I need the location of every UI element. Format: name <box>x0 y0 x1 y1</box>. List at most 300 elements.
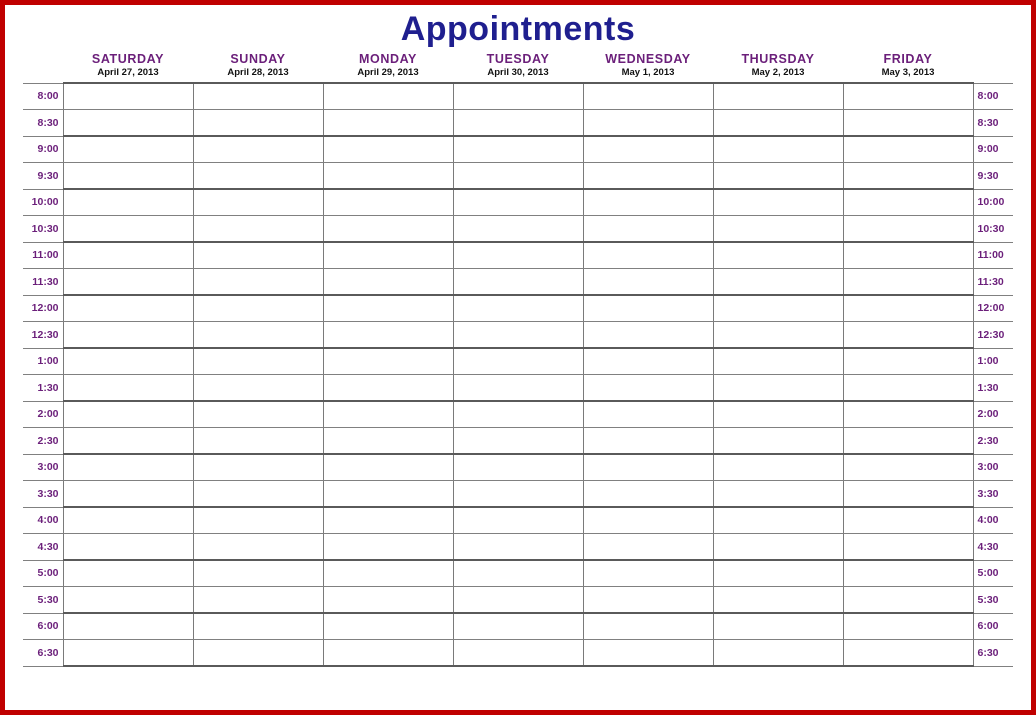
appointment-slot-1-5[interactable] <box>193 216 323 243</box>
appointment-slot-3-4[interactable] <box>453 189 583 216</box>
time-label-right-8: 12:00 <box>973 295 1013 322</box>
time-label-right-7: 11:30 <box>973 269 1013 296</box>
appointment-slot-3-12[interactable] <box>453 401 583 428</box>
appointment-slot-text <box>454 375 583 400</box>
appointment-slot-1-4[interactable] <box>193 189 323 216</box>
appointment-slot-2-15[interactable] <box>323 481 453 508</box>
appointment-slot-6-18[interactable] <box>843 560 973 587</box>
time-label-left-7: 11:30 <box>23 269 63 296</box>
appointment-slot-2-16[interactable] <box>323 507 453 534</box>
appointment-slot-1-3[interactable] <box>193 163 323 190</box>
appointment-slot-1-1[interactable] <box>193 110 323 137</box>
appointment-slot-4-5[interactable] <box>583 216 713 243</box>
appointment-slot-0-1[interactable] <box>63 110 193 137</box>
appointment-slot-6-9[interactable] <box>843 322 973 349</box>
appointment-slot-0-14[interactable] <box>63 454 193 481</box>
appointment-slot-text <box>584 163 713 188</box>
appointment-slot-6-19[interactable] <box>843 587 973 614</box>
appointment-slot-5-15[interactable] <box>713 481 843 508</box>
table-row <box>23 216 1013 243</box>
table-row <box>23 110 1013 137</box>
appointment-slot-6-10[interactable] <box>843 348 973 375</box>
appointment-slot-text <box>324 322 453 347</box>
appointment-slot-text <box>714 640 843 665</box>
table-row <box>23 560 1013 587</box>
appointment-slot-6-8[interactable] <box>843 295 973 322</box>
appointment-slot-text <box>324 534 453 559</box>
appointment-slot-5-3[interactable] <box>713 163 843 190</box>
appointment-slot-2-5[interactable] <box>323 216 453 243</box>
appointment-slot-0-18[interactable] <box>63 560 193 587</box>
appointment-slot-0-0[interactable] <box>63 83 193 110</box>
appointment-slot-text <box>584 137 713 162</box>
appointment-slot-4-18[interactable] <box>583 560 713 587</box>
appointment-slot-0-19[interactable] <box>63 587 193 614</box>
appointment-slot-text <box>64 534 193 559</box>
appointment-slot-0-4[interactable] <box>63 189 193 216</box>
appointment-slot-3-1[interactable] <box>453 110 583 137</box>
appointment-slot-1-11[interactable] <box>193 375 323 402</box>
appointment-slot-text <box>714 137 843 162</box>
appointment-slot-text <box>844 428 973 453</box>
time-label-right-10: 1:00 <box>973 348 1013 375</box>
appointment-slot-5-14[interactable] <box>713 454 843 481</box>
appointments-table <box>23 52 1013 667</box>
appointment-slot-text <box>584 190 713 215</box>
appointment-slot-2-14[interactable] <box>323 454 453 481</box>
time-label-left-1: 8:30 <box>23 110 63 137</box>
day-header-2 <box>323 52 453 83</box>
appointment-slot-6-7[interactable] <box>843 269 973 296</box>
appointment-slot-4-15[interactable] <box>583 481 713 508</box>
appointment-slot-6-11[interactable] <box>843 375 973 402</box>
appointment-slot-text <box>194 163 323 188</box>
appointment-slot-text <box>454 296 583 321</box>
appointment-slot-4-7[interactable] <box>583 269 713 296</box>
appointment-slot-text <box>844 481 973 506</box>
appointment-slot-3-3[interactable] <box>453 163 583 190</box>
appointment-slot-1-15[interactable] <box>193 481 323 508</box>
appointment-slot-4-10[interactable] <box>583 348 713 375</box>
appointment-slot-6-0[interactable] <box>843 83 973 110</box>
appointment-slot-text <box>64 322 193 347</box>
time-label-right-20: 6:00 <box>973 613 1013 640</box>
appointment-slot-2-21[interactable] <box>323 640 453 667</box>
appointment-slot-3-19[interactable] <box>453 587 583 614</box>
appointment-slot-4-4[interactable] <box>583 189 713 216</box>
appointment-slot-text <box>324 216 453 241</box>
day-date-5: May 2, 2013 <box>751 66 805 78</box>
appointment-slot-0-20[interactable] <box>63 613 193 640</box>
appointment-slot-3-0[interactable] <box>453 83 583 110</box>
time-label-left-9: 12:30 <box>23 322 63 349</box>
appointment-slot-text <box>194 508 323 533</box>
appointment-slot-2-3[interactable] <box>323 163 453 190</box>
appointment-slot-3-7[interactable] <box>453 269 583 296</box>
appointment-slot-5-2[interactable] <box>713 136 843 163</box>
appointment-slot-text <box>714 455 843 480</box>
appointment-slot-5-1[interactable] <box>713 110 843 137</box>
appointment-slot-text <box>584 455 713 480</box>
appointment-slot-4-3[interactable] <box>583 163 713 190</box>
appointment-slot-text <box>844 269 973 294</box>
appointment-slot-3-9[interactable] <box>453 322 583 349</box>
appointment-slot-text <box>454 349 583 374</box>
appointment-slot-5-20[interactable] <box>713 613 843 640</box>
time-label-left-2: 9:00 <box>23 136 63 163</box>
appointment-slot-text <box>64 640 193 665</box>
appointment-slot-4-14[interactable] <box>583 454 713 481</box>
appointment-slot-2-8[interactable] <box>323 295 453 322</box>
appointment-slot-3-5[interactable] <box>453 216 583 243</box>
appointment-slot-text <box>844 84 973 109</box>
appointment-slot-1-16[interactable] <box>193 507 323 534</box>
day-name-2: MONDAY <box>358 52 417 67</box>
appointment-slot-0-5[interactable] <box>63 216 193 243</box>
appointment-slot-1-18[interactable] <box>193 560 323 587</box>
appointment-slot-3-13[interactable] <box>453 428 583 455</box>
appointment-slot-0-12[interactable] <box>63 401 193 428</box>
appointment-slot-text <box>714 84 843 109</box>
appointment-slot-3-14[interactable] <box>453 454 583 481</box>
appointment-slot-text <box>324 375 453 400</box>
day-date-4: May 1, 2013 <box>621 66 675 78</box>
appointment-slot-text <box>64 508 193 533</box>
appointment-slot-text <box>844 190 973 215</box>
appointment-slot-0-7[interactable] <box>63 269 193 296</box>
appointment-slot-4-11[interactable] <box>583 375 713 402</box>
appointment-slot-2-9[interactable] <box>323 322 453 349</box>
appointment-slot-4-8[interactable] <box>583 295 713 322</box>
day-header-3 <box>453 52 583 83</box>
appointment-slot-2-4[interactable] <box>323 189 453 216</box>
appointment-slot-5-0[interactable] <box>713 83 843 110</box>
appointment-slot-1-14[interactable] <box>193 454 323 481</box>
appointment-slot-6-3[interactable] <box>843 163 973 190</box>
appointment-slot-2-20[interactable] <box>323 613 453 640</box>
appointment-slot-6-6[interactable] <box>843 242 973 269</box>
appointment-slot-text <box>64 269 193 294</box>
appointment-slot-3-15[interactable] <box>453 481 583 508</box>
time-label-left-6: 11:00 <box>23 242 63 269</box>
appointment-slot-3-20[interactable] <box>453 613 583 640</box>
appointment-slot-text <box>844 216 973 241</box>
time-label-right-4: 10:00 <box>973 189 1013 216</box>
appointment-slot-1-8[interactable] <box>193 295 323 322</box>
appointment-slot-1-0[interactable] <box>193 83 323 110</box>
appointment-slot-6-21[interactable] <box>843 640 973 667</box>
appointment-slot-3-6[interactable] <box>453 242 583 269</box>
appointment-slot-text <box>64 428 193 453</box>
day-header-1 <box>193 52 323 83</box>
appointment-slot-5-17[interactable] <box>713 534 843 561</box>
appointment-slot-2-6[interactable] <box>323 242 453 269</box>
appointment-slot-text <box>194 455 323 480</box>
appointment-slot-text <box>324 110 453 135</box>
appointment-slot-2-2[interactable] <box>323 136 453 163</box>
appointment-slot-0-13[interactable] <box>63 428 193 455</box>
appointment-slot-text <box>584 428 713 453</box>
appointment-slot-0-2[interactable] <box>63 136 193 163</box>
appointment-slot-text <box>584 296 713 321</box>
day-date-1: April 28, 2013 <box>227 66 289 78</box>
appointment-slot-2-17[interactable] <box>323 534 453 561</box>
appointment-slot-0-8[interactable] <box>63 295 193 322</box>
appointment-slot-text <box>454 137 583 162</box>
time-label-right-14: 3:00 <box>973 454 1013 481</box>
appointment-slot-text <box>454 428 583 453</box>
appointment-slot-text <box>584 614 713 639</box>
day-name-3: TUESDAY <box>486 52 550 67</box>
appointment-slot-4-13[interactable] <box>583 428 713 455</box>
day-date-2: April 29, 2013 <box>357 66 419 78</box>
appointment-slot-text <box>584 561 713 586</box>
appointment-slot-text <box>584 84 713 109</box>
appointment-slot-text <box>714 110 843 135</box>
appointment-slot-text <box>324 296 453 321</box>
table-row <box>23 375 1013 402</box>
appointment-slot-text <box>844 375 973 400</box>
appointment-slot-3-8[interactable] <box>453 295 583 322</box>
appointment-slot-2-1[interactable] <box>323 110 453 137</box>
appointment-slot-3-10[interactable] <box>453 348 583 375</box>
appointment-slot-1-9[interactable] <box>193 322 323 349</box>
table-row <box>23 534 1013 561</box>
appointment-slot-text <box>584 375 713 400</box>
appointment-slot-4-2[interactable] <box>583 136 713 163</box>
appointment-slot-5-11[interactable] <box>713 375 843 402</box>
appointment-slot-0-10[interactable] <box>63 348 193 375</box>
appointment-slot-text <box>454 190 583 215</box>
appointment-slot-text <box>844 110 973 135</box>
time-label-left-18: 5:00 <box>23 560 63 587</box>
appointment-slot-6-16[interactable] <box>843 507 973 534</box>
appointment-slot-1-21[interactable] <box>193 640 323 667</box>
time-label-left-8: 12:00 <box>23 295 63 322</box>
appointment-slot-6-14[interactable] <box>843 454 973 481</box>
appointment-slot-text <box>194 216 323 241</box>
table-row <box>23 163 1013 190</box>
table-row <box>23 640 1013 667</box>
appointment-slot-text <box>194 322 323 347</box>
appointment-slot-3-21[interactable] <box>453 640 583 667</box>
appointment-slot-text <box>714 243 843 268</box>
time-label-left-10: 1:00 <box>23 348 63 375</box>
appointment-slot-4-12[interactable] <box>583 401 713 428</box>
time-label-right-9: 12:30 <box>973 322 1013 349</box>
appointment-slot-5-8[interactable] <box>713 295 843 322</box>
appointment-slot-4-9[interactable] <box>583 322 713 349</box>
appointment-slot-2-7[interactable] <box>323 269 453 296</box>
appointment-slot-6-5[interactable] <box>843 216 973 243</box>
appointment-slot-text <box>844 322 973 347</box>
appointment-slot-5-12[interactable] <box>713 401 843 428</box>
time-label-right-12: 2:00 <box>973 401 1013 428</box>
appointment-slot-text <box>844 455 973 480</box>
appointment-slot-0-11[interactable] <box>63 375 193 402</box>
appointment-slot-text <box>454 243 583 268</box>
appointment-slot-text <box>324 190 453 215</box>
appointment-slot-5-9[interactable] <box>713 322 843 349</box>
appointment-slot-1-19[interactable] <box>193 587 323 614</box>
appointment-slot-text <box>194 243 323 268</box>
appointment-slot-6-2[interactable] <box>843 136 973 163</box>
appointment-slot-text <box>714 269 843 294</box>
appointment-slot-text <box>324 243 453 268</box>
table-row <box>23 481 1013 508</box>
appointment-slot-0-9[interactable] <box>63 322 193 349</box>
time-label-left-15: 3:30 <box>23 481 63 508</box>
time-label-left-5: 10:30 <box>23 216 63 243</box>
time-label-right-6: 11:00 <box>973 242 1013 269</box>
appointment-slot-6-13[interactable] <box>843 428 973 455</box>
appointment-slot-6-1[interactable] <box>843 110 973 137</box>
appointment-slot-2-0[interactable] <box>323 83 453 110</box>
appointment-slot-4-0[interactable] <box>583 83 713 110</box>
appointment-slot-6-12[interactable] <box>843 401 973 428</box>
time-label-left-13: 2:30 <box>23 428 63 455</box>
appointment-slot-5-7[interactable] <box>713 269 843 296</box>
appointment-slot-text <box>844 640 973 665</box>
appointment-slot-2-10[interactable] <box>323 348 453 375</box>
appointment-slot-5-10[interactable] <box>713 348 843 375</box>
appointment-slot-6-15[interactable] <box>843 481 973 508</box>
page-title: Appointments <box>400 10 636 48</box>
appointment-slot-2-18[interactable] <box>323 560 453 587</box>
appointment-slot-4-1[interactable] <box>583 110 713 137</box>
appointment-slot-text <box>194 587 323 612</box>
time-label-left-3: 9:30 <box>23 163 63 190</box>
appointment-slot-1-12[interactable] <box>193 401 323 428</box>
appointment-slot-3-11[interactable] <box>453 375 583 402</box>
table-header <box>23 52 1013 83</box>
day-header-6 <box>843 52 973 83</box>
time-label-right-11: 1:30 <box>973 375 1013 402</box>
day-header-0 <box>63 52 193 83</box>
appointment-slot-6-4[interactable] <box>843 189 973 216</box>
appointment-slot-text <box>324 587 453 612</box>
appointment-slot-0-17[interactable] <box>63 534 193 561</box>
appointment-slot-text <box>194 481 323 506</box>
appointment-slot-0-6[interactable] <box>63 242 193 269</box>
appointment-slot-text <box>714 296 843 321</box>
appointment-slot-text <box>64 243 193 268</box>
appointment-slot-0-15[interactable] <box>63 481 193 508</box>
time-label-left-0: 8:00 <box>23 83 63 110</box>
appointment-slot-5-5[interactable] <box>713 216 843 243</box>
appointment-slot-text <box>64 137 193 162</box>
appointment-slot-text <box>324 481 453 506</box>
appointment-slot-text <box>454 216 583 241</box>
appointment-slot-5-21[interactable] <box>713 640 843 667</box>
appointment-slot-text <box>714 216 843 241</box>
appointment-slot-text <box>194 190 323 215</box>
appointment-slot-2-19[interactable] <box>323 587 453 614</box>
time-label-right-16: 4:00 <box>973 507 1013 534</box>
appointment-slot-3-2[interactable] <box>453 136 583 163</box>
appointment-slot-0-16[interactable] <box>63 507 193 534</box>
appointment-slot-text <box>454 84 583 109</box>
appointment-slot-text <box>454 614 583 639</box>
appointment-slot-4-17[interactable] <box>583 534 713 561</box>
table-row <box>23 269 1013 296</box>
time-label-right-19: 5:30 <box>973 587 1013 614</box>
appointment-slot-text <box>844 534 973 559</box>
appointment-slot-text <box>844 349 973 374</box>
appointment-slot-1-10[interactable] <box>193 348 323 375</box>
appointment-slot-text <box>64 375 193 400</box>
appointment-slot-4-20[interactable] <box>583 613 713 640</box>
appointment-slot-5-19[interactable] <box>713 587 843 614</box>
appointment-slot-5-13[interactable] <box>713 428 843 455</box>
appointment-slot-1-7[interactable] <box>193 269 323 296</box>
appointment-slot-text <box>64 614 193 639</box>
time-label-right-0: 8:00 <box>973 83 1013 110</box>
appointment-slot-text <box>324 455 453 480</box>
appointment-slot-5-6[interactable] <box>713 242 843 269</box>
appointment-slot-3-17[interactable] <box>453 534 583 561</box>
time-label-right-21: 6:30 <box>973 640 1013 667</box>
appointment-slot-text <box>844 614 973 639</box>
time-label-right-18: 5:00 <box>973 560 1013 587</box>
day-header-4 <box>583 52 713 83</box>
table-row <box>23 507 1013 534</box>
appointment-slot-text <box>324 163 453 188</box>
appointment-slot-4-16[interactable] <box>583 507 713 534</box>
appointment-slot-text <box>714 534 843 559</box>
day-header-5 <box>713 52 843 83</box>
appointment-slot-text <box>714 402 843 427</box>
appointment-slot-6-20[interactable] <box>843 613 973 640</box>
appointment-slot-1-13[interactable] <box>193 428 323 455</box>
appointment-slot-6-17[interactable] <box>843 534 973 561</box>
appointment-slot-4-6[interactable] <box>583 242 713 269</box>
day-name-5: THURSDAY <box>741 52 815 67</box>
table-row <box>23 295 1013 322</box>
appointment-slot-text <box>454 508 583 533</box>
appointment-slot-1-2[interactable] <box>193 136 323 163</box>
appointment-slot-text <box>64 296 193 321</box>
appointment-slot-text <box>844 587 973 612</box>
appointment-slot-1-6[interactable] <box>193 242 323 269</box>
appointment-slot-5-4[interactable] <box>713 189 843 216</box>
appointment-slot-5-18[interactable] <box>713 560 843 587</box>
appointment-slot-4-19[interactable] <box>583 587 713 614</box>
day-name-4: WEDNESDAY <box>605 52 691 67</box>
appointment-slot-4-21[interactable] <box>583 640 713 667</box>
appointment-slot-2-11[interactable] <box>323 375 453 402</box>
appointment-slot-text <box>194 375 323 400</box>
appointment-slot-3-16[interactable] <box>453 507 583 534</box>
appointment-slot-text <box>194 296 323 321</box>
appointment-slot-text <box>844 163 973 188</box>
appointment-slot-text <box>64 163 193 188</box>
appointment-slot-1-20[interactable] <box>193 613 323 640</box>
appointment-slot-text <box>64 481 193 506</box>
appointment-slot-text <box>324 561 453 586</box>
appointment-slot-5-16[interactable] <box>713 507 843 534</box>
appointment-slot-3-18[interactable] <box>453 560 583 587</box>
appointment-slot-text <box>454 163 583 188</box>
appointment-slot-2-12[interactable] <box>323 401 453 428</box>
appointment-slot-0-3[interactable] <box>63 163 193 190</box>
time-label-right-3: 9:30 <box>973 163 1013 190</box>
appointment-slot-text <box>194 269 323 294</box>
time-label-left-4: 10:00 <box>23 189 63 216</box>
appointment-slot-2-13[interactable] <box>323 428 453 455</box>
appointment-slot-1-17[interactable] <box>193 534 323 561</box>
appointment-slot-0-21[interactable] <box>63 640 193 667</box>
